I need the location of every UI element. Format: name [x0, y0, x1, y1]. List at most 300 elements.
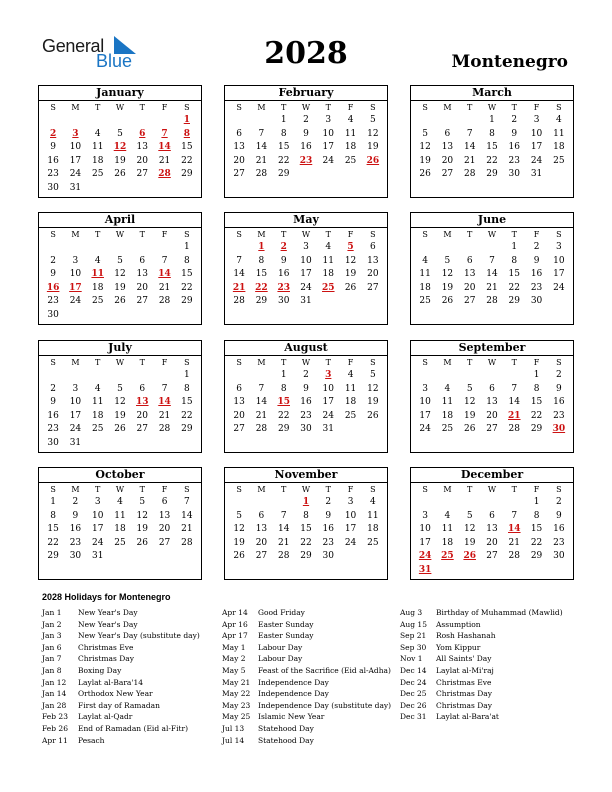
day: 22	[277, 155, 290, 166]
day: 10	[69, 397, 82, 408]
day: 16	[47, 155, 59, 166]
day: 17	[322, 142, 334, 153]
holiday-date: May 2	[222, 654, 246, 664]
day: 23	[47, 424, 59, 435]
holiday-day: 14	[158, 142, 171, 153]
day: 5	[369, 370, 376, 380]
day: 15	[300, 524, 312, 535]
day: 30	[47, 437, 59, 448]
day: 27	[255, 551, 268, 562]
weekday-header: F	[161, 230, 168, 239]
weekday-header: T	[467, 103, 473, 112]
day: 15	[181, 397, 193, 408]
weekday-header: S	[236, 485, 242, 494]
day: 10	[553, 255, 565, 266]
empty-cell	[64, 369, 86, 383]
day: 18	[344, 397, 357, 408]
day: 25	[441, 424, 454, 435]
day: 12	[136, 510, 148, 521]
day: 3	[422, 510, 428, 521]
holiday-day: 22	[255, 282, 268, 293]
day: 28	[233, 296, 245, 307]
holiday-name: Good Friday	[258, 608, 305, 617]
day: 12	[419, 142, 431, 153]
day: 7	[161, 255, 168, 266]
holiday-name: Independence Day	[258, 689, 329, 699]
day: 28	[463, 169, 476, 180]
day: 31	[69, 437, 82, 448]
weekday-header: T	[139, 358, 145, 367]
empty-cell	[503, 369, 525, 383]
empty-cell	[153, 241, 175, 255]
holiday-day: 7	[161, 128, 168, 139]
day: 15	[508, 269, 520, 280]
holiday-date: Dec 14	[400, 665, 427, 675]
empty-cell	[481, 369, 503, 383]
day: 4	[94, 383, 101, 394]
day: 23	[322, 537, 334, 548]
day: 24	[530, 155, 543, 166]
empty-cell	[503, 496, 525, 510]
day: 9	[555, 510, 562, 521]
day: 15	[277, 142, 290, 153]
day: 27	[233, 169, 245, 180]
day: 29	[530, 551, 543, 562]
day: 20	[233, 155, 245, 166]
month-march	[410, 85, 574, 198]
day: 9	[511, 128, 518, 139]
day: 1	[183, 242, 190, 252]
day: 26	[233, 551, 245, 562]
empty-cell	[42, 114, 64, 128]
weekday-header: T	[139, 103, 145, 112]
day: 22	[530, 410, 543, 421]
day: 12	[114, 397, 126, 408]
day: 6	[161, 497, 168, 507]
day: 26	[344, 282, 357, 293]
day: 1	[533, 370, 540, 380]
day: 12	[463, 524, 476, 535]
day: 22	[508, 282, 520, 293]
day: 10	[419, 524, 431, 535]
day: 8	[303, 510, 309, 521]
holiday-date: Jan 2	[42, 619, 62, 629]
holiday-day: 3	[72, 128, 79, 139]
holiday-column	[400, 607, 563, 723]
day: 2	[303, 370, 309, 380]
weekday-header: T	[467, 230, 473, 239]
day: 28	[277, 551, 290, 562]
day: 1	[533, 497, 540, 507]
month-name: January	[39, 86, 201, 101]
day: 9	[50, 397, 56, 408]
day: 17	[553, 269, 565, 280]
holiday-name: Christmas Day	[436, 689, 492, 699]
day: 24	[553, 282, 565, 293]
day: 27	[486, 551, 498, 562]
day: 25	[367, 537, 379, 548]
day: 24	[69, 424, 82, 435]
holiday-date: Apr 11	[42, 735, 68, 745]
holiday-name: Independence Day	[258, 677, 329, 687]
day: 6	[369, 242, 376, 252]
weekday-header: S	[556, 103, 562, 112]
empty-cell	[414, 114, 436, 128]
holiday-name: New Year's Day (substitute day)	[78, 631, 200, 641]
day: 19	[344, 269, 357, 280]
day: 1	[280, 115, 287, 125]
holiday-name: End of Ramadan (Eid al-Fitr)	[78, 723, 189, 733]
weekday-header: T	[325, 103, 331, 112]
holiday-day: 1	[183, 115, 190, 125]
day: 4	[444, 510, 451, 521]
weekday-header: S	[370, 103, 376, 112]
holiday-name: Christmas Day	[436, 700, 492, 710]
weekday-header: S	[50, 230, 56, 239]
day: 18	[91, 282, 104, 293]
day: 7	[280, 510, 287, 521]
holiday-name: Birthday of Muhammad (Mawlid)	[436, 608, 563, 617]
day: 12	[344, 255, 357, 266]
empty-cell	[228, 114, 250, 128]
weekday-header: W	[301, 485, 311, 494]
day: 21	[463, 155, 476, 166]
day: 5	[444, 255, 451, 266]
holiday-day: 25	[441, 551, 454, 562]
day: 2	[555, 497, 562, 507]
day: 25	[91, 169, 104, 180]
holiday-date: May 5	[222, 665, 246, 675]
holiday-row	[400, 642, 563, 654]
holiday-date: Dec 31	[400, 712, 427, 722]
day: 13	[136, 269, 148, 280]
weekday-header: S	[184, 230, 190, 239]
weekday-header: S	[370, 358, 376, 367]
day: 5	[117, 128, 123, 139]
day: 5	[236, 510, 242, 521]
holiday-day: 23	[299, 155, 313, 166]
day: 29	[255, 296, 268, 307]
day: 8	[258, 255, 265, 266]
day: 27	[486, 424, 498, 435]
weekday-header: M	[257, 485, 266, 494]
holiday-name: Statehood Day	[258, 735, 314, 745]
day: 27	[367, 282, 379, 293]
weekday-header: S	[236, 103, 242, 112]
day: 22	[530, 537, 543, 548]
day: 24	[69, 169, 82, 180]
day: 11	[344, 383, 357, 394]
day: 25	[114, 537, 126, 548]
holiday-row	[42, 642, 200, 654]
day: 10	[69, 269, 82, 280]
day: 3	[94, 497, 101, 507]
day: 20	[367, 269, 379, 280]
day: 19	[419, 155, 431, 166]
day: 3	[325, 115, 332, 125]
day: 7	[258, 383, 265, 394]
day: 2	[533, 242, 540, 252]
day: 21	[158, 282, 171, 293]
day: 17	[419, 410, 431, 421]
empty-cell	[414, 496, 436, 510]
empty-cell	[436, 496, 458, 510]
holiday-date: Feb 23	[42, 712, 68, 722]
weekday-header: M	[443, 358, 452, 367]
day: 26	[114, 169, 126, 180]
holiday-name: Boxing Day	[78, 665, 122, 675]
weekday-header: S	[236, 230, 242, 239]
day: 13	[255, 524, 268, 535]
day: 23	[69, 537, 82, 548]
weekday-header: W	[487, 103, 497, 112]
empty-cell	[87, 369, 109, 383]
day: 23	[553, 537, 565, 548]
month-december	[410, 467, 574, 580]
holiday-row	[42, 677, 200, 689]
day: 21	[486, 282, 498, 293]
empty-cell	[459, 369, 481, 383]
day: 24	[344, 537, 357, 548]
day: 31	[530, 169, 543, 180]
day: 8	[511, 255, 518, 266]
day: 20	[486, 410, 498, 421]
weekday-header: T	[467, 485, 473, 494]
day: 18	[91, 410, 104, 421]
day: 29	[277, 169, 290, 180]
day: 24	[91, 537, 104, 548]
day: 9	[303, 383, 309, 394]
day: 16	[553, 397, 565, 408]
day: 14	[463, 142, 476, 153]
day: 26	[114, 296, 126, 307]
month-september	[410, 340, 574, 453]
weekday-header: T	[467, 358, 473, 367]
day: 11	[419, 269, 431, 280]
weekday-header: W	[487, 358, 497, 367]
month-name: April	[39, 213, 201, 228]
day: 18	[344, 142, 357, 153]
weekday-header: T	[281, 103, 287, 112]
holiday-day: 1	[258, 242, 265, 252]
day: 19	[114, 282, 126, 293]
day: 17	[322, 397, 334, 408]
weekday-header: T	[511, 230, 517, 239]
weekday-header: T	[511, 358, 517, 367]
day: 5	[422, 128, 428, 139]
day: 25	[419, 296, 431, 307]
holiday-date: May 1	[222, 642, 246, 652]
day: 6	[236, 383, 242, 394]
weekday-header: M	[257, 230, 266, 239]
holiday-name: Feast of the Sacrifice (Eid al-Adha)	[258, 665, 391, 675]
holiday-name: Christmas Eve	[78, 642, 134, 652]
day: 13	[233, 142, 245, 153]
weekday-header: W	[115, 358, 125, 367]
day: 30	[322, 551, 334, 562]
month-name: June	[411, 213, 573, 228]
day: 29	[277, 424, 290, 435]
day: 16	[553, 524, 565, 535]
day: 10	[91, 510, 104, 521]
day: 25	[344, 155, 357, 166]
day: 1	[280, 370, 287, 380]
day: 14	[255, 142, 268, 153]
day: 1	[183, 370, 190, 380]
month-name: March	[411, 86, 573, 101]
weekday-header: F	[161, 103, 168, 112]
holiday-row	[222, 607, 391, 619]
day: 19	[114, 155, 126, 166]
day: 13	[233, 397, 245, 408]
day: 19	[463, 537, 476, 548]
day: 29	[47, 551, 59, 562]
holiday-row	[42, 688, 200, 700]
holiday-column	[222, 607, 391, 746]
empty-cell	[109, 241, 131, 255]
empty-cell	[131, 114, 153, 128]
holiday-day: 23	[277, 282, 290, 293]
calendar-year: 2028	[264, 36, 348, 71]
empty-cell	[228, 496, 250, 510]
weekday-header: S	[556, 230, 562, 239]
holiday-name: Christmas Eve	[436, 677, 492, 687]
holiday-row	[42, 700, 200, 712]
month-august	[224, 340, 388, 453]
day: 21	[158, 410, 171, 421]
day: 7	[161, 383, 168, 394]
day: 18	[322, 269, 334, 280]
day: 8	[533, 510, 540, 521]
weekday-header: W	[115, 485, 125, 494]
day: 29	[486, 169, 498, 180]
weekday-header: T	[325, 485, 331, 494]
holiday-row	[222, 711, 391, 723]
day: 29	[181, 169, 193, 180]
day: 5	[466, 510, 473, 521]
day: 21	[255, 410, 268, 421]
day: 4	[422, 255, 428, 266]
day: 8	[183, 383, 190, 394]
day: 27	[136, 296, 148, 307]
day: 21	[255, 155, 268, 166]
day: 18	[114, 524, 126, 535]
holiday-name: New Year's Day	[78, 608, 138, 617]
day: 14	[508, 397, 520, 408]
empty-cell	[436, 369, 458, 383]
day: 17	[419, 537, 431, 548]
day: 18	[553, 142, 565, 153]
day: 30	[47, 309, 59, 320]
day: 30	[508, 169, 520, 180]
day: 17	[300, 269, 312, 280]
weekday-header: M	[71, 230, 80, 239]
day: 4	[555, 115, 562, 125]
day: 27	[136, 169, 148, 180]
day: 11	[441, 524, 454, 535]
weekday-header: T	[511, 103, 517, 112]
day: 30	[300, 424, 312, 435]
day: 19	[367, 397, 379, 408]
weekday-header: T	[281, 230, 287, 239]
empty-cell	[250, 496, 272, 510]
day: 3	[72, 255, 79, 266]
holiday-day: 12	[113, 142, 127, 153]
holiday-row	[42, 607, 200, 619]
day: 16	[322, 524, 334, 535]
day: 3	[555, 242, 562, 252]
holiday-date: Jan 7	[42, 654, 62, 664]
day: 20	[233, 410, 245, 421]
holiday-row	[42, 630, 200, 642]
holiday-date: Aug 3	[400, 608, 423, 617]
day: 15	[486, 142, 498, 153]
day: 12	[441, 269, 454, 280]
day: 18	[441, 410, 454, 421]
day: 4	[347, 115, 354, 125]
day: 15	[47, 524, 59, 535]
weekday-header: T	[95, 230, 101, 239]
day: 8	[50, 510, 56, 521]
day: 7	[236, 255, 242, 266]
day: 31	[300, 296, 312, 307]
holiday-date: Dec 24	[400, 677, 427, 687]
holiday-day: 31	[418, 564, 432, 575]
day: 1	[511, 242, 518, 252]
holiday-day: 8	[183, 128, 190, 139]
holiday-row	[400, 630, 563, 642]
holiday-date: Jul 14	[222, 735, 245, 745]
day: 9	[555, 383, 562, 394]
day: 19	[367, 142, 379, 153]
empty-cell	[250, 369, 272, 383]
day: 24	[322, 155, 334, 166]
day: 13	[486, 524, 498, 535]
day: 15	[181, 269, 193, 280]
holiday-date: Jan 1	[42, 608, 62, 617]
day: 28	[181, 537, 193, 548]
day: 6	[444, 128, 451, 139]
day: 29	[181, 424, 193, 435]
holiday-row	[222, 700, 391, 712]
weekday-header: F	[533, 485, 540, 494]
brand-name-general: General	[42, 36, 104, 56]
holiday-day: 2	[50, 128, 57, 139]
day: 6	[236, 128, 242, 139]
month-name: December	[411, 468, 573, 483]
holiday-row	[222, 688, 391, 700]
weekday-header: T	[139, 485, 145, 494]
weekday-header: W	[301, 103, 311, 112]
day: 12	[463, 397, 476, 408]
holiday-date: Dec 25	[400, 689, 427, 699]
day: 9	[533, 255, 540, 266]
weekday-header: T	[95, 103, 101, 112]
day: 21	[277, 537, 290, 548]
empty-cell	[250, 114, 272, 128]
holiday-day: 3	[325, 370, 332, 380]
empty-cell	[153, 369, 175, 383]
country-name: Montenegro	[451, 52, 568, 72]
holiday-row	[400, 711, 563, 723]
holiday-name: Easter Sunday	[258, 631, 314, 641]
weekday-header: S	[422, 358, 428, 367]
holiday-day: 25	[322, 282, 335, 293]
day: 28	[508, 551, 520, 562]
day: 17	[344, 524, 357, 535]
day: 26	[136, 537, 148, 548]
holiday-date: May 25	[222, 712, 251, 722]
